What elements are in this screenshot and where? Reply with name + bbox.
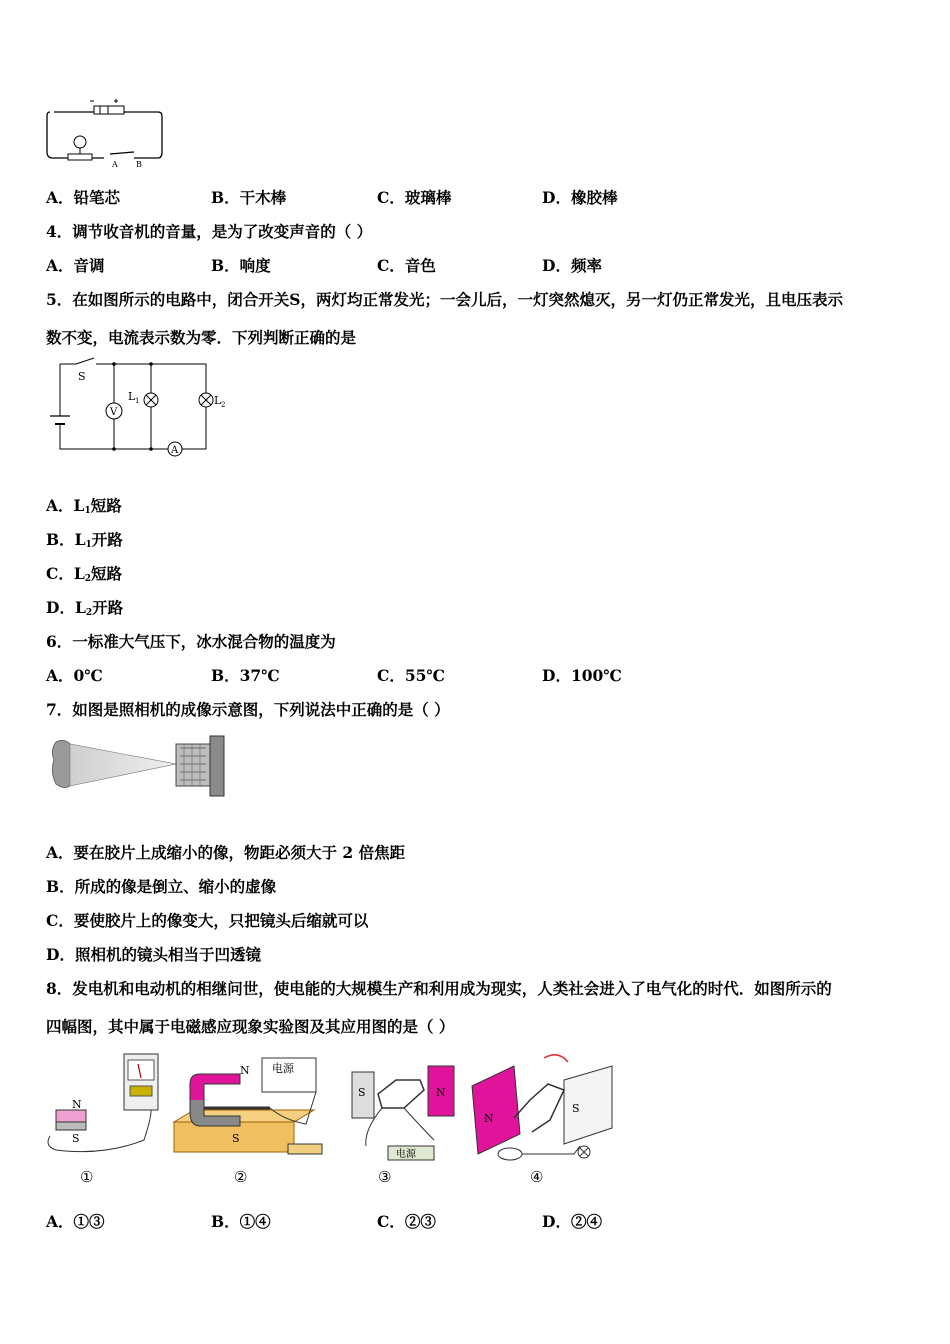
q5-ammeter-label: A xyxy=(171,445,179,456)
q3-label-b: B xyxy=(136,160,142,169)
q6-option-a[interactable]: A．0℃ xyxy=(46,666,103,685)
q5-switch-label: S xyxy=(78,370,86,383)
q8-fig3-s: S xyxy=(358,1086,366,1099)
q8-fig2-power: 电源 xyxy=(272,1062,294,1075)
q3-label-a: A xyxy=(112,160,118,169)
q5-lamp2-sub: 2 xyxy=(221,401,226,409)
q4-option-c[interactable]: C．音色 xyxy=(377,256,436,275)
q5-lamp1-label: L xyxy=(128,390,136,403)
q3-option-c[interactable]: C．玻璃棒 xyxy=(377,188,452,207)
q4-option-b[interactable]: B．响度 xyxy=(211,256,271,275)
q5-option-d[interactable]: D．$L_2$开路 xyxy=(46,598,124,618)
q7-option-d[interactable]: D．照相机的镜头相当于凹透镜 xyxy=(46,945,261,964)
q8-fig4-num: ④ xyxy=(530,1168,544,1186)
q8-fig1-s: S xyxy=(72,1132,80,1145)
q8-fig3-num: ③ xyxy=(378,1168,392,1186)
q8-fig2-n: N xyxy=(240,1064,250,1077)
q8-figures xyxy=(44,1050,624,1190)
q5-lamp1-sub: 1 xyxy=(135,397,140,405)
q5-question-line1: 5．在如图所示的电路中，闭合开关S，两灯均正常发光；一会儿后，一灯突然熄灭，另一灯仍正常发光，且电压表示 xyxy=(46,290,843,309)
q8-fig1-num: ① xyxy=(80,1168,94,1186)
q6-option-d[interactable]: D．100℃ xyxy=(542,666,622,685)
q8-fig3-n: N xyxy=(436,1086,446,1099)
q3-option-b[interactable]: B．干木棒 xyxy=(211,188,287,207)
q3-option-d[interactable]: D．橡胶棒 xyxy=(542,188,618,207)
q3-circuit-figure xyxy=(44,96,166,170)
q8-option-b[interactable]: B．①④ xyxy=(211,1212,271,1231)
q6-question: 6．一标准大气压下，冰水混合物的温度为 xyxy=(46,632,336,651)
q7-option-b[interactable]: B．所成的像是倒立、缩小的虚像 xyxy=(46,877,277,896)
q8-option-d[interactable]: D．②④ xyxy=(542,1212,602,1231)
q4-question: 4．调节收音机的音量，是为了改变声音的（ ） xyxy=(46,222,373,241)
q8-fig2-s: S xyxy=(232,1132,240,1145)
q3-option-a[interactable]: A．铅笔芯 xyxy=(46,188,121,207)
q5-option-c[interactable]: C．$L_2$短路 xyxy=(46,564,123,584)
q5-option-b[interactable]: B．$L_1$开路 xyxy=(46,530,123,550)
q8-option-a[interactable]: A．①③ xyxy=(46,1212,105,1231)
q8-fig3-power: 电源 xyxy=(396,1149,416,1160)
q6-option-b[interactable]: B．37℃ xyxy=(211,666,280,685)
q8-fig4-n: N xyxy=(484,1112,494,1125)
q8-question-line1: 8．发电机和电动机的相继问世，使电能的大规模生产和利用成为现实，人类社会进入了电气化的时代．如图所示的 xyxy=(46,979,832,998)
q5-option-a[interactable]: A．$L_1$短路 xyxy=(46,496,122,516)
q6-option-c[interactable]: C．55℃ xyxy=(377,666,445,685)
q4-option-d[interactable]: D．频率 xyxy=(542,256,602,275)
q4-option-a[interactable]: A．音调 xyxy=(46,256,105,275)
q8-fig4-s: S xyxy=(572,1102,580,1115)
q8-question-line2: 四幅图，其中属于电磁感应现象实验图及其应用图的是（ ） xyxy=(46,1017,455,1036)
q8-fig2-num: ② xyxy=(234,1168,248,1186)
q7-question: 7．如图是照相机的成像示意图，下列说法中正确的是（ ） xyxy=(46,700,450,719)
q8-option-c[interactable]: C．②③ xyxy=(377,1212,436,1231)
q8-fig1-n: N xyxy=(72,1098,82,1111)
q5-lamp2-label: L xyxy=(214,394,222,407)
q7-option-a[interactable]: A．要在胶片上成缩小的像，物距必须大于 2 倍焦距 xyxy=(46,843,406,862)
q5-voltmeter-label: V xyxy=(110,407,118,418)
q7-option-c[interactable]: C．要使胶片上的像变大，只把镜头后缩就可以 xyxy=(46,911,369,930)
q5-circuit-figure xyxy=(46,356,236,460)
q7-camera-figure xyxy=(46,730,232,800)
q5-question-line2: 数不变，电流表示数为零．下列判断正确的是 xyxy=(46,328,357,347)
